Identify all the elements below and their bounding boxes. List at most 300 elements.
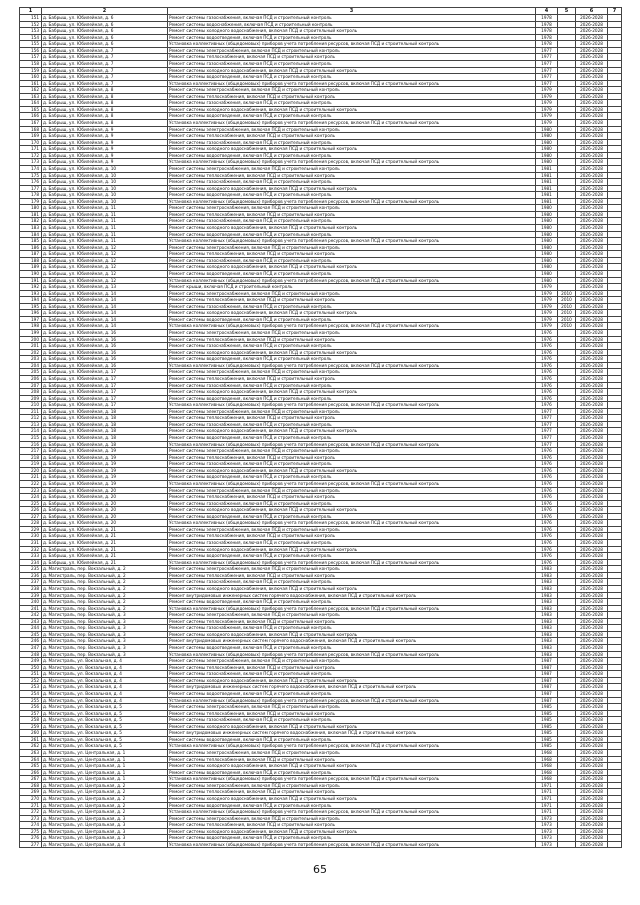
planned-period: 2026-2028: [576, 218, 608, 225]
work-type: Ремонт системы водоотведения, включая ПСД и строительный контроль: [168, 645, 536, 652]
row-number: 245: [20, 631, 42, 638]
planned-period: 2026-2028: [576, 303, 608, 310]
year-built: 1968: [536, 763, 558, 770]
work-type: Ремонт системы холодного водоснабжения, включая ПСД и строительный контроль: [168, 585, 536, 592]
year-built: 1976: [536, 494, 558, 501]
address: д. Бабрыш, ул. Юбилейная, д. 7: [42, 67, 168, 74]
planned-period: 2026-2028: [576, 336, 608, 343]
row-number: 209: [20, 395, 42, 402]
address: д. Магистраль, ул. Вокзальная, д. 4: [42, 658, 168, 665]
row-number: 210: [20, 402, 42, 409]
planned-period: 2026-2028: [576, 448, 608, 455]
row-number: 196: [20, 310, 42, 317]
work-type: Установка коллективных (общедомовых) приборов учета потребления ресурсов, включая ПСД и строительный контроль: [168, 559, 536, 566]
planned-period: 2026-2028: [576, 756, 608, 763]
work-type: Ремонт системы холодного водоснабжения, включая ПСД и строительный контроль: [168, 677, 536, 684]
address: д. Бабрыш, ул. Юбилейная, д. 7: [42, 80, 168, 87]
planned-period: 2026-2028: [576, 677, 608, 684]
planned-period: 2026-2028: [576, 480, 608, 487]
work-type: Ремонт системы холодного водоснабжения, включая ПСД и строительный контроль: [168, 106, 536, 113]
work-type: Ремонт системы теплоснабжения, включая ПСД и строительный контроль: [168, 789, 536, 796]
planned-period: 2026-2028: [576, 697, 608, 704]
year-built: 1979: [536, 120, 558, 127]
row-number: 239: [20, 592, 42, 599]
year-built: 1977: [536, 441, 558, 448]
row-number: 206: [20, 375, 42, 382]
col-header: 2: [42, 8, 168, 15]
planned-period: 2026-2028: [576, 717, 608, 724]
year-built: 1979: [536, 303, 558, 310]
planned-period: 2026-2028: [576, 776, 608, 783]
address: д. Бабрыш, ул. Юбилейная, д. 21: [42, 559, 168, 566]
planned-period: 2026-2028: [576, 251, 608, 258]
year-built: 1976: [536, 540, 558, 547]
row-number: 168: [20, 126, 42, 133]
year-built: 1976: [536, 507, 558, 514]
work-type: Установка коллективных (общедомовых) приборов учета потребления ресурсов, включая ПСД и строительный контроль: [168, 441, 536, 448]
row-number: 191: [20, 277, 42, 284]
year-built: 1985: [536, 717, 558, 724]
address: д. Бабрыш, ул. Юбилейная, д. 12: [42, 277, 168, 284]
planned-period: 2026-2028: [576, 67, 608, 74]
work-type: Ремонт системы газоснабжения, включая ПСД и строительный контроль: [168, 179, 536, 186]
row-number: 193: [20, 290, 42, 297]
address: д. Магистраль, ул. Вокзальная, д. 5: [42, 710, 168, 717]
year-built: 1979: [536, 87, 558, 94]
planned-period: 2026-2028: [576, 638, 608, 645]
planned-period: 2026-2028: [576, 815, 608, 822]
row-number: 158: [20, 60, 42, 67]
planned-period: 2026-2028: [576, 270, 608, 277]
row-number: 255: [20, 697, 42, 704]
year-built: 1976: [536, 362, 558, 369]
year-built: 1980: [536, 126, 558, 133]
address: д. Бабрыш, ул. Юбилейная, д. 11: [42, 238, 168, 245]
row-number: 274: [20, 822, 42, 829]
address: д. Бабрыш, ул. Юбилейная, д. 18: [42, 421, 168, 428]
row-number: 162: [20, 87, 42, 94]
planned-period: 2026-2028: [576, 494, 608, 501]
row-number: 207: [20, 382, 42, 389]
planned-period: 2026-2028: [576, 225, 608, 232]
year-built: 1973: [536, 828, 558, 835]
year-built: 1977: [536, 80, 558, 87]
year-built: 1985: [536, 704, 558, 711]
planned-period: 2026-2028: [576, 835, 608, 842]
work-type: Установка коллективных (общедомовых) приборов учета потребления ресурсов, включая ПСД и строительный контроль: [168, 277, 536, 284]
row-number: 262: [20, 743, 42, 750]
row-number: 259: [20, 723, 42, 730]
work-type: Ремонт системы холодного водоснабжения, включая ПСД и строительный контроль: [168, 146, 536, 153]
row-number: 232: [20, 546, 42, 553]
address: д. Магистраль, ул. Вокзальная, д. 5: [42, 717, 168, 724]
work-type: Ремонт системы газоснабжения, включая ПСД и строительный контроль: [168, 500, 536, 507]
row-number: 235: [20, 566, 42, 573]
address: д. Бабрыш, ул. Юбилейная, д. 17: [42, 402, 168, 409]
row-number: 204: [20, 362, 42, 369]
work-type: Ремонт системы водоотведения, включая ПСД и строительный контроль: [168, 395, 536, 402]
year-built: 1978: [536, 41, 558, 48]
address: д. Магистраль, ул. Центральная, д. 2: [42, 802, 168, 809]
work-type: Установка коллективных (общедомовых) приборов учета потребления ресурсов, включая ПСД и строительный контроль: [168, 198, 536, 205]
planned-period: 2026-2028: [576, 120, 608, 127]
planned-period: 2026-2028: [576, 375, 608, 382]
planned-period: 2026-2028: [576, 441, 608, 448]
address: д. Магистраль, пер. Вокзальный, д. 3: [42, 625, 168, 632]
planned-period: 2026-2028: [576, 41, 608, 48]
year-built: 1987: [536, 664, 558, 671]
row-number: 201: [20, 343, 42, 350]
address: д. Бабрыш, ул. Юбилейная, д. 20: [42, 494, 168, 501]
work-type: Ремонт системы холодного водоснабжения, включая ПСД и строительный контроль: [168, 723, 536, 730]
year-built: 1980: [536, 152, 558, 159]
address: д. Бабрыш, ул. Юбилейная, д. 11: [42, 205, 168, 212]
work-type: Ремонт системы теплоснабжения, включая ПСД и строительный контроль: [168, 375, 536, 382]
planned-period: 2026-2028: [576, 323, 608, 330]
year-built: 1983: [536, 605, 558, 612]
address: д. Бабрыш, ул. Юбилейная, д. 16: [42, 343, 168, 350]
year-built: 1983: [536, 631, 558, 638]
year-built: 1977: [536, 408, 558, 415]
row-number: 156: [20, 47, 42, 54]
address: д. Магистраль, ул. Вокзальная, д. 4: [42, 664, 168, 671]
address: д. Бабрыш, ул. Юбилейная, д. 12: [42, 244, 168, 251]
work-type: Ремонт системы теплоснабжения, включая ПСД и строительный контроль: [168, 211, 536, 218]
year-built: 1985: [536, 736, 558, 743]
year-built: 1973: [536, 815, 558, 822]
planned-period: 2026-2028: [576, 704, 608, 711]
year-built: 1976: [536, 553, 558, 560]
planned-period: 2026-2028: [576, 743, 608, 750]
row-number: 236: [20, 572, 42, 579]
year-built: 1981: [536, 172, 558, 179]
address: д. Бабрыш, ул. Юбилейная, д. 14: [42, 310, 168, 317]
row-number: 160: [20, 74, 42, 81]
address: д. Бабрыш, ул. Юбилейная, д. 10: [42, 198, 168, 205]
address: д. Бабрыш, ул. Юбилейная, д. 9: [42, 133, 168, 140]
address: д. Бабрыш, ул. Юбилейная, д. 21: [42, 540, 168, 547]
planned-period: 2026-2028: [576, 769, 608, 776]
work-type: Ремонт системы водоотведения, включая ПСД и строительный контроль: [168, 690, 536, 697]
row-number: 275: [20, 828, 42, 835]
work-type: Ремонт системы теплоснабжения, включая ПСД и строительный контроль: [168, 618, 536, 625]
address: д. Бабрыш, ул. Юбилейная, д. 16: [42, 349, 168, 356]
address: д. Магистраль, пер. Вокзальный, д. 2: [42, 566, 168, 573]
row-number: 227: [20, 513, 42, 520]
work-type: Ремонт системы электроснабжения, включая ПСД и строительный контроль: [168, 244, 536, 251]
row-number: 219: [20, 461, 42, 468]
planned-period: 2026-2028: [576, 461, 608, 468]
work-type: Ремонт системы газоснабжения, включая ПСД и строительный контроль: [168, 100, 536, 107]
planned-period: 2026-2028: [576, 159, 608, 166]
row-number: 180: [20, 205, 42, 212]
work-type: Ремонт системы электроснабжения, включая ПСД и строительный контроль: [168, 526, 536, 533]
work-type: Ремонт системы теплоснабжения, включая ПСД и строительный контроль: [168, 756, 536, 763]
address: д. Бабрыш, ул. Юбилейная, д. 18: [42, 408, 168, 415]
year-built: 1980: [536, 277, 558, 284]
year-built: 1977: [536, 435, 558, 442]
year-built: 1971: [536, 789, 558, 796]
address: д. Бабрыш, ул. Юбилейная, д. 14: [42, 303, 168, 310]
row-number: 267: [20, 776, 42, 783]
work-type: Ремонт системы холодного водоснабжения, включая ПСД и строительный контроль: [168, 828, 536, 835]
planned-period: 2026-2028: [576, 658, 608, 665]
year-built: 1980: [536, 205, 558, 212]
year-built: 1983: [536, 618, 558, 625]
address: д. Магистраль, ул. Центральная, д. 2: [42, 795, 168, 802]
row-number: 214: [20, 428, 42, 435]
year-built: 1978: [536, 15, 558, 22]
address: д. Магистраль, пер. Вокзальный, д. 2: [42, 599, 168, 606]
row-number: 190: [20, 270, 42, 277]
planned-period: 2026-2028: [576, 572, 608, 579]
work-type: Ремонт системы холодного водоснабжения, включая ПСД и строительный контроль: [168, 389, 536, 396]
work-type: Ремонт системы теплоснабжения, включая ПСД и строительный контроль: [168, 54, 536, 61]
row-number: 266: [20, 769, 42, 776]
year-built: 1976: [536, 375, 558, 382]
row-number: 171: [20, 146, 42, 153]
work-type: Ремонт системы водоотведения, включая ПСД и строительный контроль: [168, 231, 536, 238]
row-number: 223: [20, 487, 42, 494]
year-built: 1971: [536, 782, 558, 789]
row-number: 153: [20, 28, 42, 35]
address: д. Бабрыш, ул. Юбилейная, д. 6: [42, 15, 168, 22]
year-built: 1980: [536, 218, 558, 225]
address: д. Магистраль, ул. Центральная, д. 1: [42, 750, 168, 757]
row-number: 169: [20, 133, 42, 140]
row-number: 175: [20, 172, 42, 179]
col-header: 6: [576, 8, 608, 15]
planned-period: 2026-2028: [576, 795, 608, 802]
work-type: Ремонт системы электроснабжения, включая ПСД и строительный контроль: [168, 126, 536, 133]
row-number: 253: [20, 684, 42, 691]
address: д. Бабрыш, ул. Юбилейная, д. 11: [42, 211, 168, 218]
planned-period: 2026-2028: [576, 507, 608, 514]
work-type: Ремонт системы водоотведения, включая ПСД и строительный контроль: [168, 835, 536, 842]
planned-period: 2026-2028: [576, 257, 608, 264]
planned-period: 2026-2028: [576, 343, 608, 350]
work-type: Ремонт системы электроснабжения, включая ПСД и строительный контроль: [168, 330, 536, 337]
col-header: 3: [168, 8, 536, 15]
work-type: Установка коллективных (общедомовых) приборов учета потребления ресурсов, включая ПСД и строительный контроль: [168, 120, 536, 127]
year-built: 1980: [536, 270, 558, 277]
year-built: 1976: [536, 467, 558, 474]
row-number: 189: [20, 264, 42, 271]
planned-period: 2026-2028: [576, 21, 608, 28]
address: д. Бабрыш, ул. Юбилейная, д. 7: [42, 54, 168, 61]
address: д. Бабрыш, ул. Юбилейная, д. 19: [42, 474, 168, 481]
planned-period: 2026-2028: [576, 435, 608, 442]
year-built: 1987: [536, 697, 558, 704]
row-number: 154: [20, 34, 42, 41]
work-type: Ремонт системы холодного водоснабжения, включая ПСД и строительный контроль: [168, 225, 536, 232]
work-type: Ремонт системы электроснабжения, включая ПСД и строительный контроль: [168, 612, 536, 619]
address: д. Магистраль, ул. Вокзальная, д. 4: [42, 690, 168, 697]
work-type: Установка коллективных (общедомовых) приборов учета потребления ресурсов, включая ПСД и строительный контроль: [168, 697, 536, 704]
year-built: 1973: [536, 835, 558, 842]
address: д. Бабрыш, ул. Юбилейная, д. 21: [42, 553, 168, 560]
row-number: 183: [20, 225, 42, 232]
address: д. Бабрыш, ул. Юбилейная, д. 20: [42, 513, 168, 520]
work-type: Установка коллективных (общедомовых) приборов учета потребления ресурсов, включая ПСД и строительный контроль: [168, 520, 536, 527]
address: д. Бабрыш, ул. Юбилейная, д. 12: [42, 257, 168, 264]
row-number: 276: [20, 835, 42, 842]
address: д. Бабрыш, ул. Юбилейная, д. 16: [42, 330, 168, 337]
row-number: 257: [20, 710, 42, 717]
year-built: 1976: [536, 382, 558, 389]
year-built: 1979: [536, 106, 558, 113]
row-number: 155: [20, 41, 42, 48]
planned-period: 2026-2028: [576, 179, 608, 186]
address: д. Магистраль, ул. Вокзальная, д. 5: [42, 730, 168, 737]
planned-period: 2026-2028: [576, 540, 608, 547]
year-built: 1976: [536, 389, 558, 396]
address: д. Бабрыш, ул. Юбилейная, д. 16: [42, 356, 168, 363]
year-built: 1976: [536, 448, 558, 455]
planned-period: 2026-2028: [576, 408, 608, 415]
year-built: 1979: [536, 310, 558, 317]
address: д. Бабрыш, ул. Юбилейная, д. 8: [42, 93, 168, 100]
year-built: 1983: [536, 645, 558, 652]
planned-period: 2026-2028: [576, 80, 608, 87]
year-built: 1976: [536, 454, 558, 461]
planned-period: 2026-2028: [576, 415, 608, 422]
planned-period: 2026-2028: [576, 356, 608, 363]
year-built: 1983: [536, 599, 558, 606]
work-type: Ремонт системы электроснабжения, включая ПСД и строительный контроль: [168, 87, 536, 94]
address: д. Бабрыш, ул. Юбилейная, д. 9: [42, 146, 168, 153]
planned-period: 2026-2028: [576, 238, 608, 245]
work-type: Установка коллективных (общедомовых) приборов учета потребления ресурсов, включая ПСД и строительный контроль: [168, 80, 536, 87]
planned-period: 2026-2028: [576, 284, 608, 291]
work-type: Ремонт внутридомовых инженерных систем горячего водоснабжения, включая ПСД и строительный контроль: [168, 684, 536, 691]
year-built: 1983: [536, 625, 558, 632]
work-type: Ремонт системы теплоснабжения, включая ПСД и строительный контроль: [168, 572, 536, 579]
row-number: 176: [20, 179, 42, 186]
work-type: Ремонт системы газоснабжения, включая ПСД и строительный контроль: [168, 717, 536, 724]
planned-period: 2026-2028: [576, 310, 608, 317]
planned-period: 2026-2028: [576, 822, 608, 829]
planned-period: 2026-2028: [576, 671, 608, 678]
planned-period: 2026-2028: [576, 290, 608, 297]
planned-period: 2026-2028: [576, 723, 608, 730]
planned-period: 2026-2028: [576, 185, 608, 192]
planned-period: 2026-2028: [576, 106, 608, 113]
planned-period: 2026-2028: [576, 15, 608, 22]
work-type: Установка коллективных (общедомовых) приборов учета потребления ресурсов, включая ПСД и строительный контроль: [168, 362, 536, 369]
work-type: Ремонт системы теплоснабжения, включая ПСД и строительный контроль: [168, 336, 536, 343]
work-type: Ремонт системы газоснабжения, включая ПСД и строительный контроль: [168, 257, 536, 264]
year-built: 1980: [536, 264, 558, 271]
work-type: Ремонт системы холодного водоснабжения, включая ПСД и строительный контроль: [168, 546, 536, 553]
work-type: Ремонт системы водоотведения, включая ПСД и строительный контроль: [168, 553, 536, 560]
row-number: 250: [20, 664, 42, 671]
address: д. Бабрыш, ул. Юбилейная, д. 19: [42, 448, 168, 455]
row-number: 218: [20, 454, 42, 461]
row-number: 260: [20, 730, 42, 737]
address: д. Магистраль, ул. Вокзальная, д. 4: [42, 697, 168, 704]
planned-period: 2026-2028: [576, 60, 608, 67]
year-built: 1976: [536, 330, 558, 337]
year-built: 1976: [536, 487, 558, 494]
row-number: 234: [20, 559, 42, 566]
col-header: 4: [536, 8, 558, 15]
row-number: 215: [20, 435, 42, 442]
address: д. Бабрыш, ул. Юбилейная, д. 21: [42, 533, 168, 540]
row-number: 177: [20, 185, 42, 192]
address: д. Бабрыш, ул. Юбилейная, д. 17: [42, 375, 168, 382]
planned-period: 2026-2028: [576, 645, 608, 652]
address: д. Бабрыш, ул. Юбилейная, д. 14: [42, 316, 168, 323]
year-built: 1980: [536, 139, 558, 146]
work-type: Ремонт системы электроснабжения, включая ПСД и строительный контроль: [168, 165, 536, 172]
year-built: 1976: [536, 336, 558, 343]
planned-period: 2026-2028: [576, 467, 608, 474]
work-type: Ремонт системы газоснабжения, включая ПСД и строительный контроль: [168, 382, 536, 389]
table-row: [20, 841, 622, 848]
work-type: Ремонт внутридомовых инженерных систем горячего водоснабжения, включая ПСД и строительный контроль: [168, 730, 536, 737]
year-built: 1983: [536, 572, 558, 579]
address: д. Бабрыш, ул. Юбилейная, д. 19: [42, 461, 168, 468]
year-built: 1987: [536, 690, 558, 697]
year-built: 1987: [536, 658, 558, 665]
year-built: 1980: [536, 146, 558, 153]
address: д. Бабрыш, ул. Юбилейная, д. 16: [42, 362, 168, 369]
address: д. Магистраль, пер. Вокзальный, д. 3: [42, 638, 168, 645]
planned-period: 2026-2028: [576, 54, 608, 61]
planned-period: 2026-2028: [576, 763, 608, 770]
work-type: Ремонт системы теплоснабжения, включая ПСД и строительный контроль: [168, 710, 536, 717]
planned-period: 2026-2028: [576, 809, 608, 816]
year-built: 1971: [536, 802, 558, 809]
year-built: 1976: [536, 533, 558, 540]
row-number: 229: [20, 526, 42, 533]
address: д. Магистраль, ул. Центральная, д. 2: [42, 782, 168, 789]
work-type: Ремонт системы водоотведения, включая ПСД и строительный контроль: [168, 599, 536, 606]
work-type: Ремонт системы электроснабжения, включая ПСД и строительный контроль: [168, 704, 536, 711]
work-type: Ремонт системы электроснабжения, включая ПСД и строительный контроль: [168, 658, 536, 665]
year-built: 1983: [536, 638, 558, 645]
year-built: 1980: [536, 251, 558, 258]
planned-period: 2026-2028: [576, 165, 608, 172]
year-built: 1980: [536, 211, 558, 218]
row-number: 200: [20, 336, 42, 343]
address: д. Магистраль, пер. Вокзальный, д. 2: [42, 585, 168, 592]
work-type: Установка коллективных (общедомовых) приборов учета потребления ресурсов, включая ПСД и строительный контроль: [168, 605, 536, 612]
page-number: 65: [313, 863, 327, 876]
year-built: 1979: [536, 323, 558, 330]
row-number: 164: [20, 100, 42, 107]
address: д. Бабрыш, ул. Юбилейная, д. 8: [42, 87, 168, 94]
work-type: Ремонт системы водоотведения, включая ПСД и строительный контроль: [168, 736, 536, 743]
year-built: 1968: [536, 769, 558, 776]
row-number: 222: [20, 480, 42, 487]
planned-period: 2026-2028: [576, 211, 608, 218]
planned-period: 2026-2028: [576, 474, 608, 481]
work-type: Установка коллективных (общедомовых) приборов учета потребления ресурсов, включая ПСД и строительный контроль: [168, 651, 536, 658]
work-type: Ремонт системы холодного водоснабжения, включая ПСД и строительный контроль: [168, 467, 536, 474]
row-number: 237: [20, 579, 42, 586]
work-type: Установка коллективных (общедомовых) приборов учета потребления ресурсов, включая ПСД и строительный контроль: [168, 776, 536, 783]
address: д. Бабрыш, ул. Юбилейная, д. 8: [42, 113, 168, 120]
col-header: 5: [558, 8, 576, 15]
work-type: Ремонт системы теплоснабжения, включая ПСД и строительный контроль: [168, 822, 536, 829]
year-repair: 2010: [558, 290, 576, 297]
planned-period: 2026-2028: [576, 750, 608, 757]
planned-period: 2026-2028: [576, 34, 608, 41]
year-built: 1976: [536, 402, 558, 409]
work-type: Ремонт крыши, включая ПСД и строительный контроль: [168, 284, 536, 291]
